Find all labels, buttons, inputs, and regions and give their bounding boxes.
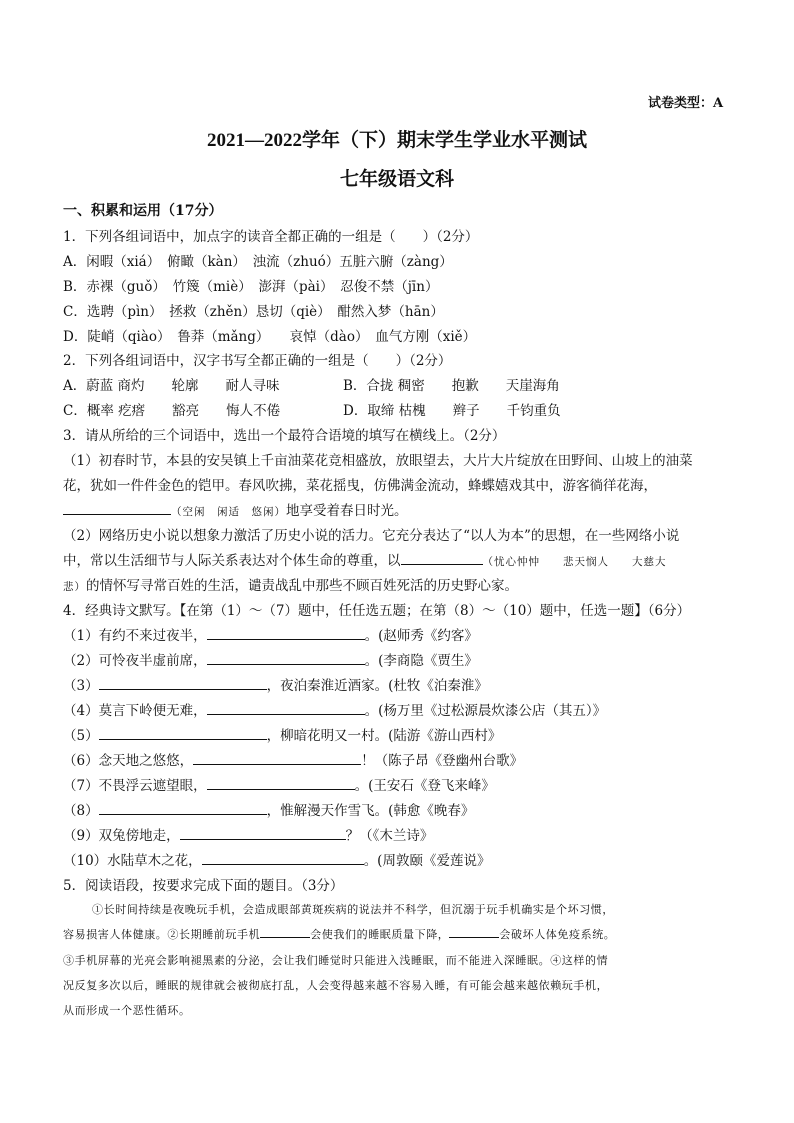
q1-option-b: B．赤裸（guǒ） 竹篾（miè） 澎湃（pài） 忍俊不禁（jīn） — [63, 279, 439, 295]
exam-subtitle: 七年级语文科 — [339, 169, 454, 190]
poem-prompt: （5） — [63, 728, 99, 744]
q5-passage-line5: 从而形成一个恶性循环。 — [63, 1004, 191, 1017]
q3-p2-line1: （2）网络历史小说以想象力激活了历史小说的活力。它充分表达了“以人为本”的思想，在一些网络小说 — [63, 528, 680, 544]
q3-p2-line3 — [63, 574, 518, 594]
poem-prompt: （6）念天地之悠悠， — [63, 753, 194, 769]
answer-blank[interactable] — [401, 552, 483, 565]
poem-prompt: （7）不畏浮云遮望眼， — [63, 778, 207, 794]
poem-line-3 — [63, 674, 488, 694]
q3-p1-line3 — [63, 499, 408, 519]
poem-line-2 — [63, 649, 478, 669]
q2-option-b: B．合拢 稠密 抱歉 天崖海角 — [343, 378, 560, 394]
poem-line-9 — [63, 824, 433, 844]
poem-line-10 — [63, 849, 490, 869]
poem-line-6 — [63, 749, 523, 769]
poem-line-8 — [63, 799, 474, 819]
poem-line-7 — [63, 774, 495, 794]
q2-stem: 2．下列各组词语中，汉字书写全都正确的一组是（ ）（2分） — [63, 353, 452, 369]
passage-text: 会破坏人体免疫系统。 — [499, 928, 616, 941]
q3-stem: 3．请从所给的三个词语中，选出一个最符合语境的填写在横线上。（2分） — [63, 428, 506, 444]
answer-blank[interactable] — [202, 852, 364, 865]
poem-source: 。(赵师秀《约客》 — [364, 628, 478, 644]
section-heading: 一、积累和运用（17分） — [63, 203, 223, 219]
q3-p2-line3-text: 的情怀写寻常百姓的生活，谴责战乱中那些不顾百姓死活的历史野心家。 — [86, 578, 518, 594]
exam-title: 2021—2022学年（下）期末学生学业水平测试 — [206, 130, 587, 151]
answer-blank[interactable] — [99, 727, 267, 740]
q1-stem: 1．下列各组词语中，加点字的读音全都正确的一组是（ ）（2分） — [63, 229, 479, 245]
answer-blank[interactable] — [207, 777, 355, 790]
poem-source: ？（《木兰诗》 — [345, 828, 434, 844]
q1-option-a: A．闲暇（xiá） 俯瞰（kàn） 浊流（zhuó）五脏六腑（zàng） — [63, 254, 453, 270]
poem-source: 。(李商隐《贾生》 — [364, 653, 478, 669]
q5-passage-line3: ③手机屏幕的光亮会影响褪黑素的分泌，会让我们睡觉时只能进入浅睡眠，而不能进入深睡眠。④这样的情 — [63, 954, 609, 967]
answer-blank[interactable] — [99, 677, 267, 690]
poem-source: 。(周敦颐《爱莲说》 — [363, 853, 491, 869]
poem-line-4 — [63, 699, 606, 719]
answer-blank[interactable] — [180, 827, 346, 840]
poem-source: ！（陈子昂《登幽州台歌》 — [361, 753, 524, 769]
passage-text: 容易损害人体健康。②长期睡前玩手机 — [63, 928, 261, 941]
poem-source: 。(王安石《登飞来峰》 — [354, 778, 495, 794]
passage-text: 会使我们的睡眠质量下降， — [310, 928, 450, 941]
poem-prompt: （2）可怜夜半虚前席， — [63, 653, 207, 669]
q2-option-c: C．概率 疙瘩 豁亮 悔人不倦 — [63, 403, 281, 419]
q3-p2-line2-text: 中，常以生活细节与人际关系表达对个体生命的尊重，以 — [63, 553, 401, 569]
q2-option-d: D．取缔 枯槐 辫子 千钧重负 — [343, 403, 561, 419]
q3-p2-options-end: 悲） — [63, 581, 86, 593]
poem-prompt: （8） — [63, 803, 99, 819]
poem-line-5 — [63, 724, 501, 744]
poem-prompt: （3） — [63, 678, 99, 694]
answer-blank[interactable] — [207, 627, 365, 640]
poem-prompt: （9）双兔傍地走， — [63, 828, 180, 844]
q3-p1-tail: 地享受着春日时光。 — [286, 503, 408, 519]
q3-p2-line2 — [63, 549, 667, 569]
q1-option-d: D．陡峭（qiào） 鲁莽（mǎng） 哀悼（dào） 血气方刚（xiě） — [63, 329, 477, 345]
q3-p1-line2: 花，犹如一件件金色的铠甲。春风吹拂，菜花摇曳，仿佛满金流动，蜂蝶嬉戏其中，游客徜徉花海， — [63, 478, 657, 494]
answer-blank[interactable] — [207, 702, 365, 715]
q5-passage-line2 — [63, 926, 615, 942]
q3-p1-line1: （1）初春时节，本县的安吴镇上千亩油菜花竞相盛放，放眼望去，大片大片绽放在田野间、山坡上的油菜 — [63, 453, 693, 469]
answer-blank[interactable] — [260, 927, 310, 938]
poem-prompt: （1）有约不来过夜半， — [63, 628, 207, 644]
answer-blank[interactable] — [63, 502, 171, 515]
poem-source: 。(杨万里《过松源晨炊漆公店（其五）》 — [364, 703, 607, 719]
answer-blank[interactable] — [99, 802, 267, 815]
poem-source: ，夜泊秦淮近酒家。(杜牧《泊秦淮》 — [266, 678, 488, 694]
poem-source: ，柳暗花明又一村。(陆游《游山西村》 — [266, 728, 502, 744]
poem-line-1 — [63, 624, 478, 644]
q5-passage-line4: 况反复多次以后，睡眠的规律就会被彻底打乱，人会变得越来越不容易入睡，有可能会越来越依赖玩手机， — [63, 979, 609, 992]
poem-prompt: （10）水陆草木之花， — [63, 853, 202, 869]
q4-stem: 4．经典诗文默写。【在第（1）～（7）题中，任任选五题；在第（8）～（10）题中，任选一题】（6分） — [63, 603, 691, 619]
q3-p1-options: （空闲 闲适 悠闲） — [171, 506, 286, 518]
answer-blank[interactable] — [449, 927, 499, 938]
answer-blank[interactable] — [207, 652, 365, 665]
q5-passage-line1: ①长时间持续是夜晚玩手机，会造成眼部黄斑疾病的说法并不科学，但沉溺于玩手机确实是个坏习惯， — [92, 903, 614, 916]
poem-source: ，惟解漫天作雪飞。(韩愈《晚春》 — [266, 803, 475, 819]
q1-option-c: C．选聘（pìn） 拯救（zhěn）恳切（qiè） 酣然入梦（hān） — [63, 304, 444, 320]
q5-stem: 5．阅读语段，按要求完成下面的题目。（3分） — [63, 878, 344, 894]
paper-type-label: 试卷类型：A — [648, 96, 724, 111]
answer-blank[interactable] — [193, 752, 361, 765]
q3-p2-options: （忧心忡忡 悲天悯人 大慈大 — [482, 556, 667, 568]
q2-option-a: A．蔚蓝 商灼 轮廓 耐人寻味 — [63, 378, 280, 394]
poem-prompt: （4）莫言下岭便无难， — [63, 703, 207, 719]
